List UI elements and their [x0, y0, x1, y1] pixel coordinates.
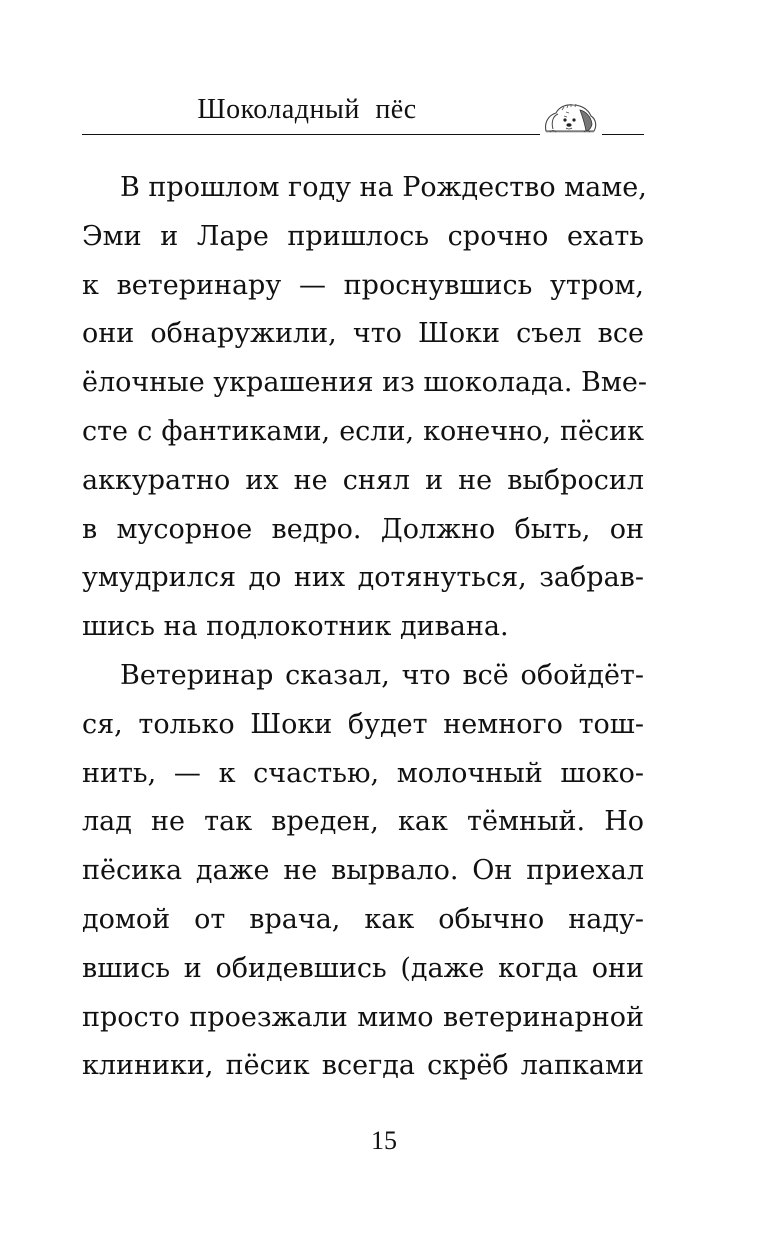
- text-line: в мусорное ведро. Должно быть, он: [82, 513, 644, 545]
- page-number: 15: [371, 1126, 397, 1155]
- puppy-icon: [540, 98, 600, 138]
- text-line: они обнаружили, что Шоки съел все: [82, 318, 644, 350]
- text-line: умудрился до них дотянуться, забрав-: [82, 562, 644, 594]
- text-line: ся, только Шоки будет немного тош-: [82, 708, 644, 740]
- text-line: пёсика даже не вырвало. Он приехал: [82, 855, 644, 887]
- text-line: ёлочные украшения из шоколада. Вме-: [82, 367, 647, 399]
- header-rule-right: [602, 134, 644, 135]
- text-line: клиники, пёсик всегда скрёб лапками: [82, 1050, 644, 1082]
- text-line: аккуратно их не снял и не выбросил: [82, 464, 644, 496]
- body-text: [82, 164, 647, 1091]
- text-line: Эми и Ларе пришлось срочно ехать: [82, 220, 644, 252]
- text-line: В прошлом году на Рождество маме,: [120, 172, 647, 203]
- running-header: [82, 90, 644, 140]
- text-line: Ветеринар сказал, что всё обойдёт-: [120, 659, 644, 691]
- header-rule-left: [82, 134, 540, 135]
- text-line: нить, — к счастью, молочный шоко-: [82, 757, 644, 789]
- text-line: просто проезжали мимо ветеринарной: [82, 1001, 644, 1033]
- text-line: к ветеринару — проснувшись утром,: [82, 269, 644, 301]
- running-title: Шоколадный пёс: [197, 94, 417, 125]
- text-line: лад не так вреден, как тёмный. Но: [82, 806, 644, 838]
- text-line: шись на подлокотник дивана.: [82, 611, 509, 643]
- text-line: вшись и обидевшись (даже когда они: [82, 952, 644, 984]
- text-line: сте с фантиками, если, конечно, пёсик: [82, 415, 644, 447]
- text-line: домой от врача, как обычно наду-: [82, 903, 644, 935]
